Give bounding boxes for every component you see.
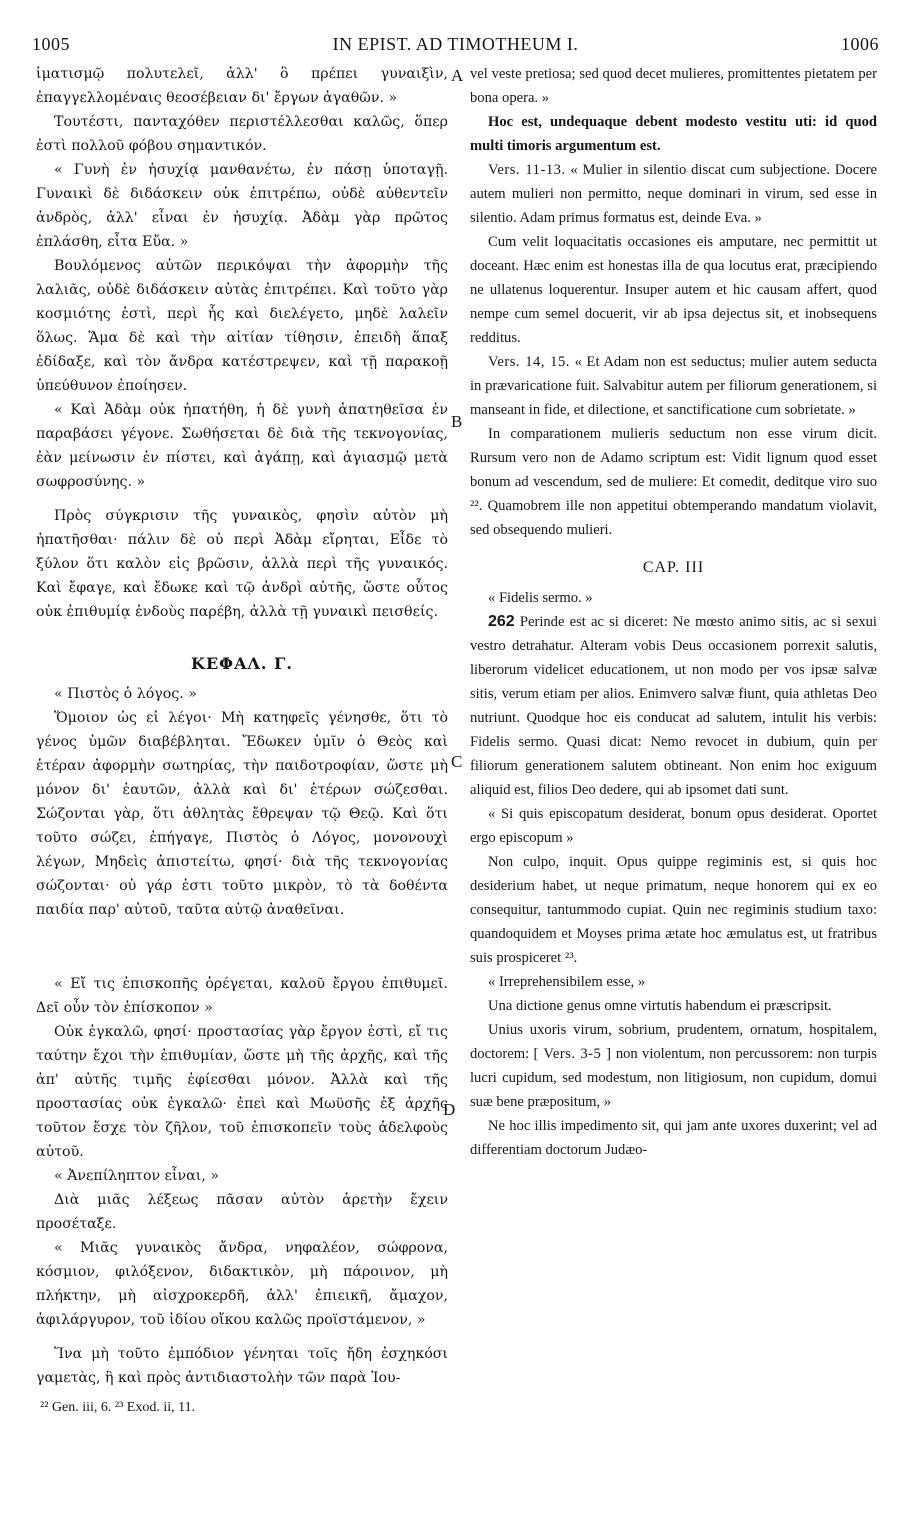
greek-chapter-heading: ΚΕΦΑΛ. Γ. bbox=[191, 654, 293, 673]
greek-para: ἱματισμῷ πολυτελεῖ, ἀλλ' ὃ πρέπει γυναιξὶν, ἐπαγγελλομέναις θεοσέβειαν δι' ἔργων ἀγαθῶν. » bbox=[36, 66, 448, 106]
margin-letter-d: D bbox=[443, 1100, 456, 1119]
verse-marker: [ Vers. 3-5 ] bbox=[533, 1046, 612, 1062]
greek-para: Οὐκ ἐγκαλῶ, φησί· προστασίας γὰρ ἔργον ἐστὶ, εἴ τις ταύτην ἔχοι τὴν ἐπιθυμίαν, ὥστε μὴ τῆς ἀρχῆς, καὶ τῆς ἀπ' αὐτῆς τιμῆς ἐφίεσθαι μόνον. Ἀλλὰ καὶ τῆς προστασίας οὐκ ἐγκαλῶ· ἐπεὶ καὶ Μωϋσῆς ἐξ ἀρχῆς τοῦτον ἔσχε τὸν ζῆλον, τοῦ ἐπισκοπεῖν τοὺς ἀδελφοὺς αὐτοῦ. bbox=[36, 1024, 448, 1160]
latin-scripture: « Si quis episcopatum desiderat, bonum opus desiderat. Oportet ergo episcopum » bbox=[470, 806, 877, 846]
verse-marker: Vers. 14, 15. bbox=[488, 354, 570, 370]
greek-para: Διὰ μιᾶς λέξεως πᾶσαν αὐτὸν ἀρετὴν ἔχειν προσέταξε. bbox=[36, 1192, 448, 1232]
greek-scripture: « Πιστὸς ὁ λόγος. » bbox=[54, 686, 197, 702]
latin-scripture: « Et Adam non est seductus; mulier autem seducta in prævaricatione fuit. Salvabitur autem per filiorum generationem, si manseant in fide, et dilectione, et sanctificatione cum sobrietate. » bbox=[470, 354, 877, 418]
greek-scripture: « Καὶ Ἀδὰμ οὐκ ἠπατήθη, ἡ δὲ γυνὴ ἀπατηθεῖσα ἐν παραβάσει γέγονε. Σωθήσεται δὲ διὰ τῆς τεκνογονίας, ἐὰν μείνωσιν ἐν πίστει, καὶ ἀγάπῃ, καὶ ἁγιασμῷ μετὰ σωφροσύνης. » bbox=[36, 402, 448, 490]
latin-scripture: « Fidelis sermo. » bbox=[488, 590, 593, 606]
latin-scripture: non violentum, non percussorem: non turpis lucri cupidum, sed modestum, non litigiosum, non cupidum, domui suæ bene præpositum, » bbox=[470, 1046, 877, 1110]
page-number-right: 1006 bbox=[841, 34, 879, 54]
latin-para: Ne hoc illis impedimento sit, qui jam ante uxores duxerint; vel ad differentiam doctorum Judæo- bbox=[470, 1118, 877, 1158]
greek-scripture: « Μιᾶς γυναικὸς ἄνδρα, νηφαλέον, σώφρονα, κόσμιον, φιλόξενον, διδακτικὸν, μὴ πάροινον, μὴ πλήκτην, μὴ αἰσχροκερδῆ, ἀλλ' ἐπιεικῆ, ἄμαχον, ἀφιλάργυρον, τοῦ ἰδίου οἴκου καλῶς προϊστάμενον, » bbox=[36, 1240, 448, 1328]
greek-para: Τουτέστι, πανταχόθεν περιστέλλεσθαι καλῶς, ὅπερ ἐστὶ πολλοῦ φόβου σημαντικόν. bbox=[36, 114, 448, 154]
latin-scripture: « Mulier in silentio discat cum subjectione. Docere autem mulieri non permitto, neque dominari in virum, sed esse in silentio. Adam primus formatus est, deinde Eva. » bbox=[470, 162, 878, 226]
latin-para: Perinde est ac si diceret: Ne mœsto animo sitis, ac si sexui vestro detrahatur. Alteram vobis Deus occasionem porrexit salutis, liberorum videlicet educationem, ut non modo per vos ipsæ salvæ sitis, verum etiam per alios. Enimvero salvæ fiunt, quia athletas Deo nutriunt. Quodque hoc eis conducat ad salutem, intulit his verbis: Fidelis sermo. Quasi dicat: Nemo revocet in dubium, quin per filiorum generationem salutem obtineant. Non enim hoc exiguum aliquid est, filios Deo dedere, qui ab ipsomet dati sunt. bbox=[470, 614, 877, 798]
latin-para: Non culpo, inquit. Opus quippe regiminis est, si quis hoc desiderium habet, ut neque primatum, neque honorem qui ex eo consequitur, tantummodo cupiat. Quin nec regiminis studium taxo: quandoquidem et Moyses prima ætate hoc æmulatus est, ut fratribus suis prospiceret ²³. bbox=[470, 854, 877, 966]
latin-scripture: Unius uxoris virum, sobrium, prudentem, ornatum, hospitalem, doctorem: bbox=[470, 1022, 877, 1062]
page-number-left: 1005 bbox=[32, 34, 70, 54]
verse-marker: Vers. 11-13. bbox=[488, 162, 566, 178]
greek-para: Βουλόμενος αὐτῶν περικόψαι τὴν ἀφορμὴν τῆς λαλιᾶς, οὐδὲ διδάσκειν αὐτὰς ἐπιτρέπει. Καὶ τοῦτο γὰρ κοσμιότης ἐστὶ, περὶ ἧς καὶ διελέγετο, μηδὲ λαλεῖν ὅλως. Ἅμα δὲ καὶ τὴν αἰτίαν τίθησιν, ἐπειδὴ ἅπαξ ἐδίδαξε, καὶ τὸν ἄνδρα κατέστρεψεν, καὶ τῇ παρακοῇ ὑπεύθυνον ἐποίησεν. bbox=[36, 258, 448, 394]
running-header bbox=[28, 34, 883, 58]
greek-para: Ἵνα μὴ τοῦτο ἐμπόδιον γένηται τοῖς ἤδη ἐσχηκόσι γαμετὰς, ἢ καὶ πρὸς ἀντιδιαστολὴν τῶν παρὰ Ἰου- bbox=[36, 1346, 448, 1386]
latin-column bbox=[470, 62, 877, 1162]
greek-para: Ὅμοιον ὡς εἰ λέγοι· Μὴ κατηφεῖς γένησθε, ὅτι τὸ γένος ὑμῶν διαβέβληται. Ἔδωκεν ὑμῖν ὁ Θεὸς καὶ ἑτέραν ἀφορμὴν σωτηρίας, τὴν παιδοτροφίαν, ὥστε μὴ μόνον δι' ἑαυτῶν, ἀλλὰ καὶ δι' ἑτέρων σώζεσθαι. Σώζονται γὰρ, ὅτι ἀθλητὰς ἔθρεψαν τῷ Θεῷ. Καὶ ὅτι τοῦτο σώζει, ἐπήγαγε, Πιστὸς ὁ Λόγος, μονονουχὶ λέγων, Μηδεὶς ἀπιστείτω, φησί· διὰ τῆς τεκνογονίας σώζονται· οὐ γάρ ἐστι τοῦτο μικρὸν, τὸ τὰ δοθέντα παιδία παρ' αὐτοῦ, ταῦτα αὐτῷ ἀναθεῖναι. bbox=[36, 710, 448, 918]
greek-column bbox=[36, 62, 448, 1390]
column-number: 262 bbox=[488, 613, 515, 630]
greek-scripture: « Εἴ τις ἐπισκοπῆς ὀρέγεται, καλοῦ ἔργου ἐπιθυμεῖ. Δεῖ οὖν τὸν ἐπίσκοπον » bbox=[36, 976, 448, 1016]
greek-scripture: « Γυνὴ ἐν ἡσυχίᾳ μανθανέτω, ἐν πάσῃ ὑποταγῇ. Γυναικὶ δὲ διδάσκειν οὐκ ἐπιτρέπω, οὐδὲ αὐθεντεῖν ἀνδρὸς, ἀλλ' εἶναι ἐν ἡσυχίᾳ. Ἀδὰμ γὰρ πρῶτος ἐπλάσθη, εἶτα Εὔα. » bbox=[36, 162, 448, 250]
footnotes: ²² Gen. iii, 6. ²³ Exod. ii, 11. bbox=[40, 1400, 196, 1415]
greek-scripture: « Ἀνεπίληπτον εἶναι, » bbox=[54, 1168, 220, 1184]
running-title: IN EPIST. AD TIMOTHEUM I. bbox=[332, 34, 579, 54]
latin-para: Hoc est, undequaque debent modesto vestitu uti: id quod multi timoris argumentum est. bbox=[470, 114, 877, 154]
margin-letter-b: B bbox=[451, 412, 463, 431]
latin-para: In comparationem mulieris seductum non esse virum dicit. Rursum vero non de Adamo scriptum est: Vidit lignum quod esset bonum ad vescendum, sed de muliere: Et comedit, deditque viro suo ²². Quamobrem ille non appetitui obtemperando mandatum violavit, sed obsequendo mulieri. bbox=[470, 426, 877, 538]
latin-para: Cum velit loquacitatis occasiones eis amputare, nec permittit ut doceant. Hæc enim est honestas illa de qua locutus erat, præcipiendo ne ullatenus loquerentur. Insuper autem et hic causam affert, quod nempe cum semel docuerit, vir ab ipsa dejectus sit, et inobsequens redditus. bbox=[470, 234, 877, 346]
greek-para: Πρὸς σύγκρισιν τῆς γυναικὸς, φησὶν αὐτὸν μὴ ἠπατῆσθαι· πάλιν δὲ οὐ περὶ Ἀδὰμ εἴρηται, Εἶδε τὸ ξύλον ὅτι καλὸν εἰς βρῶσιν, ἀλλὰ περὶ τῆς γυναικός. Καὶ ἔφαγε, καὶ ἔδωκε καὶ τῷ ἀνδρὶ αὐτῆς, ὥστε οὗτος οὐκ ἐπιθυμίᾳ ἐνδοὺς παρέβη, ἀλλὰ τῇ γυναικὶ πεισθείς. bbox=[36, 508, 448, 620]
latin-scripture: « Irreprehensibilem esse, » bbox=[488, 974, 646, 990]
latin-para: Una dictione genus omne virtutis habendum ei præscripsit. bbox=[488, 998, 832, 1014]
latin-chapter-heading: CAP. III bbox=[642, 559, 705, 576]
margin-letter-c: C bbox=[451, 752, 463, 771]
latin-para: vel veste pretiosa; sed quod decet mulieres, promittentes pietatem per bona opera. » bbox=[470, 66, 877, 106]
margin-letter-a: A bbox=[451, 66, 464, 85]
